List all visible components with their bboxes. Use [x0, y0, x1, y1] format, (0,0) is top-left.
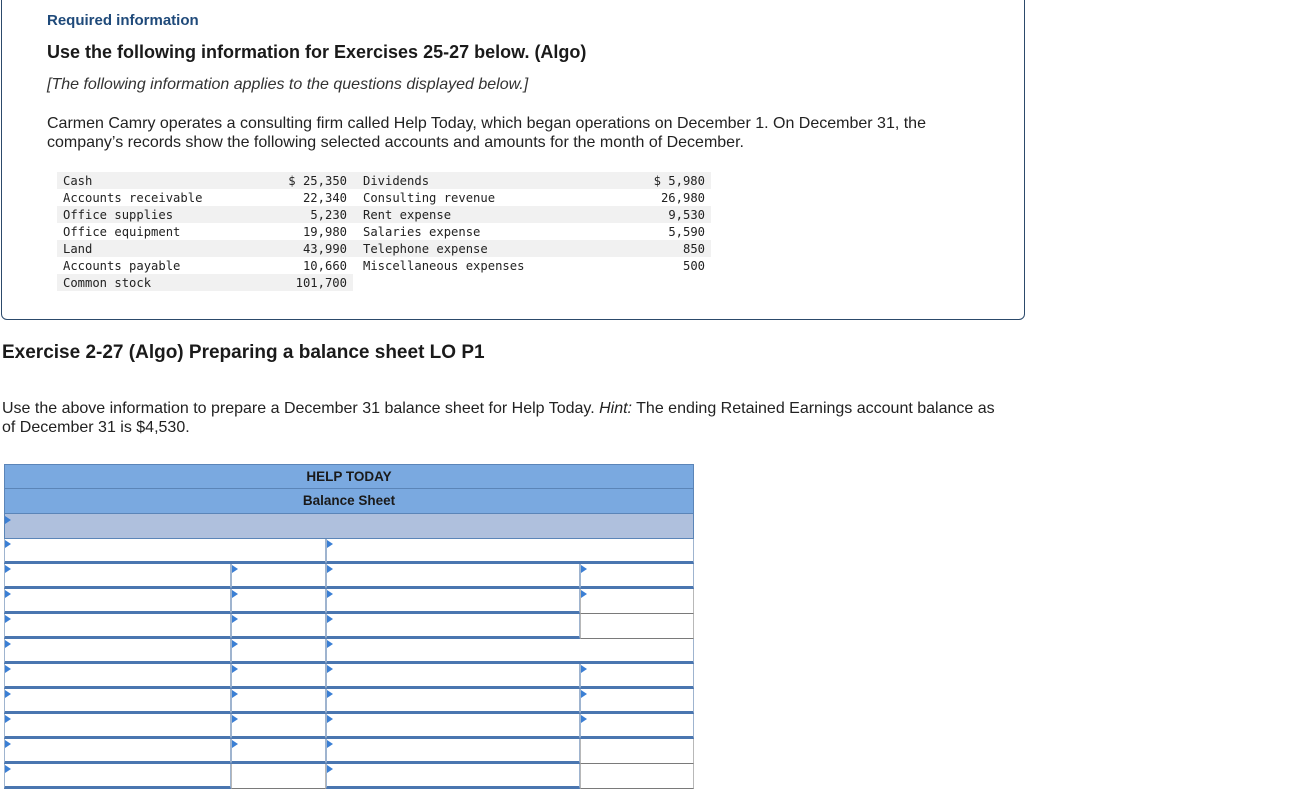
account-amount: 5,230 [273, 206, 353, 223]
dropdown-marker-icon [5, 540, 11, 548]
account-name: Dividends [353, 172, 607, 189]
dropdown-marker-icon [327, 715, 333, 723]
dropdown-marker-icon [5, 615, 11, 623]
table-row [4, 689, 694, 714]
account-amount: 22,340 [302, 190, 347, 205]
amount-input[interactable] [231, 664, 326, 689]
input-marker-icon [232, 690, 238, 698]
dropdown-marker-icon [5, 640, 11, 648]
account-name: Miscellaneous expenses [363, 258, 525, 273]
dropdown-marker-icon [5, 590, 11, 598]
account-amount: 43,990 [273, 240, 353, 257]
amount-input[interactable] [231, 564, 326, 589]
input-marker-icon [581, 665, 587, 673]
account-amount: 10,660 [302, 258, 347, 273]
dropdown-marker-icon [327, 565, 333, 573]
table-row [4, 564, 694, 589]
amount-input[interactable] [231, 639, 326, 664]
account-name: Land [57, 240, 273, 257]
input-marker-icon [232, 715, 238, 723]
dropdown-marker-icon [327, 765, 333, 773]
account-select[interactable] [326, 739, 580, 764]
total-assets-amount[interactable] [231, 764, 326, 789]
table-row [4, 614, 694, 639]
dropdown-marker-icon [5, 565, 11, 573]
total-liabilities-equity-label-select[interactable] [326, 764, 580, 789]
account-amount: 19,980 [302, 224, 347, 239]
dropdown-marker-icon [327, 540, 333, 548]
account-select[interactable] [4, 739, 231, 764]
account-name: Accounts payable [63, 258, 181, 273]
date-dropdown-row[interactable] [4, 514, 694, 539]
table-row [4, 539, 694, 564]
account-select[interactable] [4, 714, 231, 739]
table-row [57, 189, 711, 206]
account-amount: 5,590 [668, 224, 705, 239]
table-row [57, 172, 711, 189]
account-select[interactable] [326, 664, 580, 689]
dropdown-marker-icon [327, 665, 333, 673]
amount-total-cell[interactable] [580, 614, 694, 639]
account-amount: 101,700 [273, 274, 353, 291]
account-name: Salaries expense [363, 224, 481, 239]
hint-label: Hint: [599, 400, 632, 417]
dropdown-marker-icon [5, 665, 11, 673]
table-row [57, 240, 711, 257]
amount-input[interactable] [580, 589, 694, 614]
dropdown-marker-icon [327, 740, 333, 748]
account-select[interactable] [4, 689, 231, 714]
amount-total-cell[interactable] [580, 739, 694, 764]
input-marker-icon [232, 665, 238, 673]
table-row [4, 764, 694, 789]
account-select[interactable] [326, 689, 580, 714]
dropdown-marker-icon [5, 715, 11, 723]
exercise-instructions [2, 399, 1002, 437]
account-amount: $ 25,350 [273, 172, 353, 189]
account-name: Cash [57, 172, 273, 189]
amount-input[interactable] [580, 689, 694, 714]
input-marker-icon [232, 565, 238, 573]
applies-note: [The following information applies to the questions displayed below.] [47, 76, 529, 93]
account-amount: 9,530 [607, 206, 711, 223]
company-name-header: HELP TODAY [4, 464, 694, 489]
table-row [4, 639, 694, 664]
table-row [57, 206, 711, 223]
account-select[interactable] [326, 614, 580, 639]
info-title: Use the following information for Exercises 25-27 below. (Algo) [47, 42, 587, 62]
table-row [57, 257, 711, 274]
amount-input[interactable] [231, 589, 326, 614]
total-liabilities-equity-amount[interactable] [580, 764, 694, 789]
input-marker-icon [232, 615, 238, 623]
input-marker-icon [232, 740, 238, 748]
account-select[interactable] [326, 564, 580, 589]
account-select[interactable] [4, 664, 231, 689]
input-marker-icon [581, 590, 587, 598]
amount-input[interactable] [231, 739, 326, 764]
dropdown-marker-icon [327, 690, 333, 698]
account-name: Telephone expense [353, 240, 607, 257]
liabilities-section-select[interactable] [326, 539, 694, 564]
accounts-table [57, 172, 711, 291]
account-select[interactable] [4, 564, 231, 589]
amount-input[interactable] [580, 664, 694, 689]
dropdown-marker-icon [327, 615, 333, 623]
balance-sheet-worksheet [4, 464, 694, 789]
table-row [4, 664, 694, 689]
dropdown-marker-icon [327, 590, 333, 598]
input-marker-icon [581, 565, 587, 573]
amount-input[interactable] [231, 614, 326, 639]
total-assets-label-select[interactable] [4, 764, 231, 789]
account-amount: $ 5,980 [607, 172, 711, 189]
input-marker-icon [232, 640, 238, 648]
table-row [57, 223, 711, 240]
account-select[interactable] [4, 589, 231, 614]
dropdown-marker-icon [5, 765, 11, 773]
account-name: Common stock [57, 274, 273, 291]
account-amount: 26,980 [660, 190, 705, 205]
statement-name-header: Balance Sheet [4, 489, 694, 514]
amount-input[interactable] [580, 564, 694, 589]
table-row [57, 274, 711, 291]
amount-input[interactable] [580, 714, 694, 739]
account-amount [607, 274, 711, 291]
required-info-label: Required information [47, 12, 199, 29]
dropdown-marker-icon [327, 640, 333, 648]
account-select[interactable] [4, 639, 231, 664]
account-amount: 500 [682, 258, 705, 273]
table-row [4, 589, 694, 614]
account-select[interactable] [4, 614, 231, 639]
account-name: Consulting revenue [363, 190, 496, 205]
account-name [353, 274, 607, 291]
table-row [4, 739, 694, 764]
equity-section-select[interactable] [326, 639, 694, 664]
assets-section-select[interactable] [4, 539, 326, 564]
instructions-text-after-hint: The ending Retained Earnings account balance as of December 31 is $4,530. [2, 400, 995, 436]
account-select[interactable] [326, 589, 580, 614]
input-marker-icon [581, 715, 587, 723]
intro-paragraph: Carmen Camry operates a consulting firm called Help Today, which began operations on December 1. On December 31, the company’s records show the following selected accounts and amounts for the month of December. [47, 115, 926, 151]
dropdown-marker-icon [5, 690, 11, 698]
account-name: Rent expense [353, 206, 607, 223]
input-marker-icon [581, 690, 587, 698]
amount-input[interactable] [231, 689, 326, 714]
account-select[interactable] [326, 714, 580, 739]
account-name: Office supplies [57, 206, 273, 223]
account-name: Accounts receivable [63, 190, 203, 205]
account-name: Office equipment [63, 224, 181, 239]
amount-input[interactable] [231, 714, 326, 739]
instructions-text: Use the above information to prepare a December 31 balance sheet for Help Today. [2, 400, 600, 417]
dropdown-marker-icon [5, 516, 11, 524]
exercise-title: Exercise 2-27 (Algo) Preparing a balance sheet LO P1 [2, 342, 485, 363]
account-amount: 850 [607, 240, 711, 257]
table-row [4, 714, 694, 739]
dropdown-marker-icon [5, 740, 11, 748]
input-marker-icon [232, 590, 238, 598]
